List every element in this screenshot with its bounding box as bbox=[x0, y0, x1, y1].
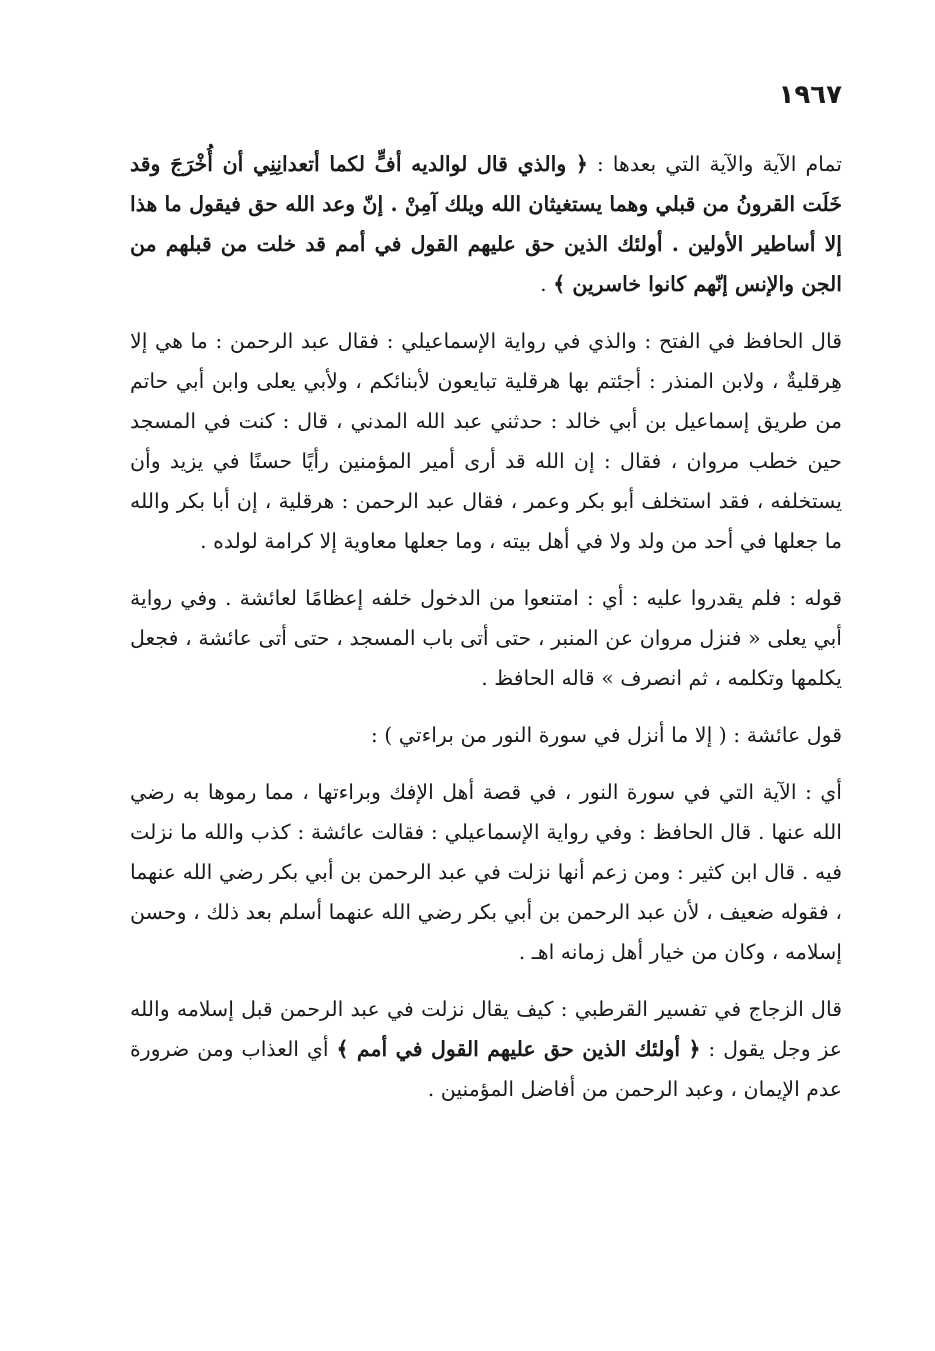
paragraph-5 bbox=[130, 772, 842, 972]
paragraph-3 bbox=[130, 578, 842, 698]
paragraph-6 bbox=[130, 989, 842, 1109]
paragraph-text: قول عائشة : ( إلا ما أنزل في سورة النور من براءتي ) : bbox=[370, 723, 842, 747]
page-number: ١٩٦٧ bbox=[778, 80, 842, 110]
quran-verse: ﴿ والذي قال لوالديه أفٍّ لكما أتعدانِنِي أن أُخْرَجَ وقد خَلَت القرونُ من قبلي وهما يستغيثان الله ويلك آمِنْ . إنّ وعد الله حق فيقول ما هذا إلا أساطير الأولين . أولئك الذين حق عليهم القول في أمم قد خلت من قبلهم من الجن والإنس إنّهم كانوا خاسرين ﴾ bbox=[130, 152, 842, 296]
paragraph-text: تمام الآية والآية التي بعدها : bbox=[587, 152, 842, 176]
paragraph-1 bbox=[130, 144, 842, 304]
paragraph-text: أي العذاب ومن ضرورة عدم الإيمان ، وعبد الرحمن من أفاضل المؤمنين . bbox=[130, 1037, 842, 1101]
paragraph-text: . bbox=[540, 272, 554, 296]
paragraph-text: قوله : فلم يقدروا عليه : أي : امتنعوا من الدخول خلفه إعظامًا لعائشة . وفي رواية أبي يعلى « فنزل مروان عن المنبر ، حتى أتى باب المسجد ، حتى أتى عائشة ، فجعل يكلمها وتكلمه ، ثم انصرف » قاله الحافظ . bbox=[130, 586, 842, 690]
paragraph-4 bbox=[130, 715, 842, 755]
quran-verse: ﴿ أولئك الذين حق عليهم القول في أمم ﴾ bbox=[336, 1037, 701, 1061]
page-content bbox=[130, 80, 842, 1126]
paragraph-2 bbox=[130, 321, 842, 561]
paragraph-text: قال الزجاج في تفسير القرطبي : كيف يقال نزلت في عبد الرحمن قبل إسلامه والله عز وجل يقول : bbox=[130, 997, 842, 1061]
paragraph-text: قال الحافظ في الفتح : والذي في رواية الإسماعيلي : فقال عبد الرحمن : ما هي إلا هِرقليةٌ ، ولابن المنذر : أجئتم بها هرقلية تبايعون لأبنائكم ، ولأبي يعلى وابن أبي حاتم من طريق إسماعيل بن أبي خالد : حدثني عبد الله المدني ، قال : كنت في المسجد حين خطب مروان ، فقال : إن الله قد أرى أمير المؤمنين رأيًا حسنًا في يزيد وأن يستخلفه ، فقد استخلف أبو بكر وعمر ، فقال عبد الرحمن : هرقلية ، إن أبا بكر والله ما جعلها في أحد من ولد ولا في أهل بيته ، وما جعلها معاوية إلا كرامة لولده . bbox=[130, 329, 842, 553]
paragraph-text: أي : الآية التي في سورة النور ، في قصة أهل الإفك وبراءتها ، مما رموها به رضي الله عنها . قال الحافظ : وفي رواية الإسماعيلي : فقالت عائشة : كذب والله ما نزلت فيه . قال ابن كثير : ومن زعم أنها نزلت في عبد الرحمن بن أبي بكر رضي الله عنهما ، فقوله ضعيف ، لأن عبد الرحمن بن أبي بكر رضي الله عنهما أسلم بعد ذلك ، وحسن إسلامه ، وكان من خيار أهل زمانه اهـ . bbox=[130, 780, 842, 964]
